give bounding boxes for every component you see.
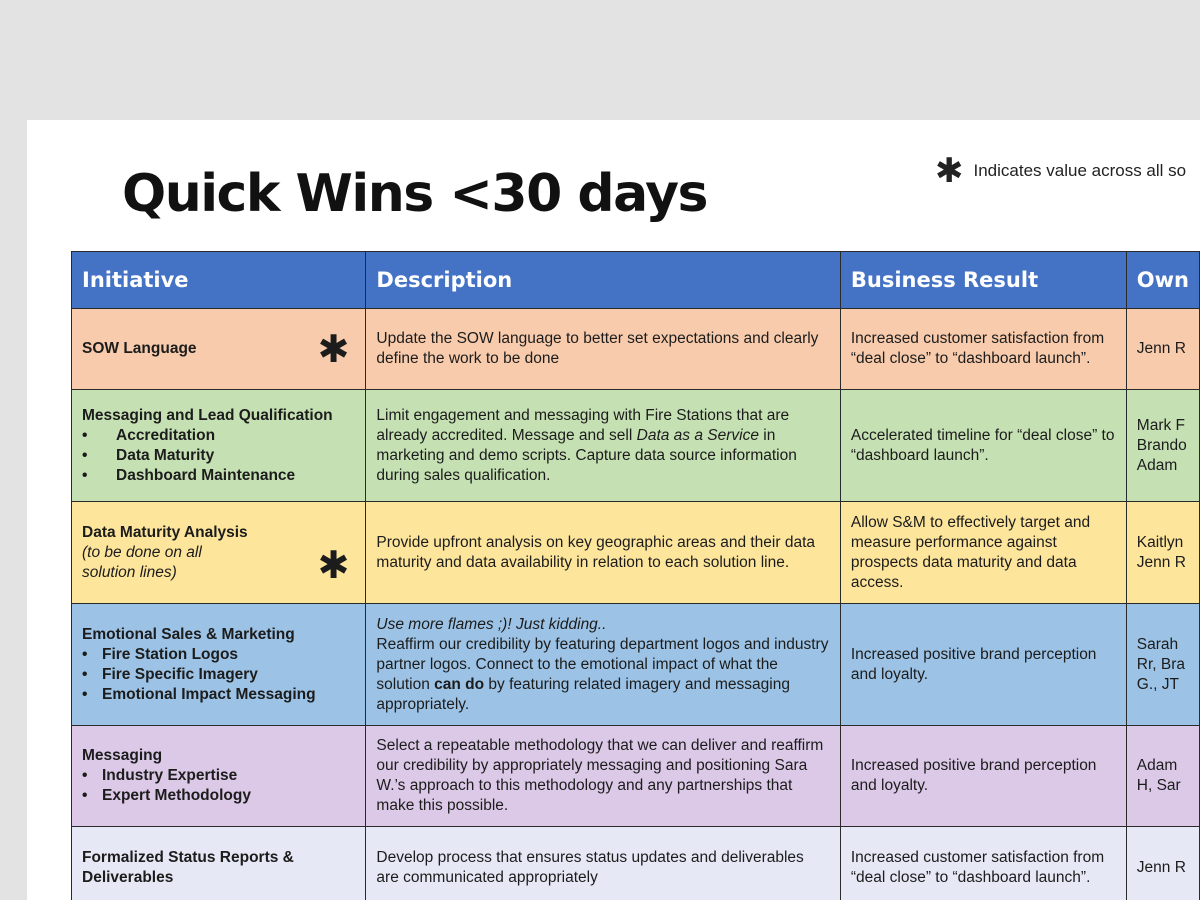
owner-cell [1126,502,1199,604]
initiative-name: Messaging and Lead Qualification [82,406,333,424]
column-header-initiative: Initiative [72,252,366,309]
owner-name: G., JT [1136,675,1179,693]
result-cell [840,726,1126,827]
owner-name: Sarah [1136,635,1179,653]
description-cell [366,309,840,390]
description-cell [366,726,840,827]
owner-name: Kaitlyn [1136,533,1184,551]
quick-wins-table [71,251,1200,900]
description-text: Reaffirm our credibility by featuring department logos and industry partner logos. Connect to the emotional impact of what the solution can do by featuring related imagery and messaging appropriately. [376,635,829,713]
owner-cell [1126,726,1199,827]
owner-name: Brando [1136,436,1187,454]
owner-cell [1126,604,1199,726]
table-row [72,604,1200,726]
table-row [72,502,1200,604]
owner-cell [1126,390,1199,502]
result-cell [840,827,1126,900]
owner-name: Jenn R [1136,553,1186,571]
description-text: Develop process that ensures status updates and deliverables are communicated appropriately [376,848,804,886]
result-cell [840,390,1126,502]
owner-cell [1126,827,1199,900]
result-cell [840,604,1126,726]
bullet-item: • Data Maturity [82,446,215,464]
owner-name: Mark F [1136,416,1185,434]
owner-name: Jenn R [1136,340,1186,357]
description-text: Select a repeatable methodology that we can deliver and reaffirm our credibility by appropriately messaging and positioning Sara W.’s approach to this methodology and any partnerships that make this possible. [376,737,824,814]
initiative-name: SOW Language [82,340,197,357]
bullet-item: • Dashboard Maintenance [82,466,296,484]
bullet-item: • Emotional Impact Messaging [82,685,316,703]
result-text: Accelerated timeline for “deal close” to “dashboard launch”. [850,426,1115,464]
result-cell [840,502,1126,604]
asterisk-icon: ✱ [317,327,350,371]
bullet-item: • Expert Methodology [82,787,251,804]
owner-name: Rr, Bra [1136,655,1186,673]
column-header-description: Description [366,252,840,309]
initiative-name: Formalized Status Reports & Deliverables [82,848,294,886]
result-text: Increased positive brand perception and loyalty. [850,757,1097,794]
description-text: Limit engagement and messaging with Fire Stations that are already accredited. Message and sell Data as a Service in marketing and demo scripts. Capture data source information during sales qualification. [376,406,797,484]
description-cell [366,390,840,502]
owner-name: Jenn R [1136,858,1186,876]
table-row [72,827,1200,900]
description-text: Update the SOW language to better set expectations and clearly define the work to be done [376,330,819,367]
bullet-item: • Accreditation [82,426,216,444]
legend-text: Indicates value across all so [973,161,1187,180]
initiative-bullets [82,426,355,486]
result-cell [840,309,1126,390]
description-lead: Use more flames ;)! Just kidding.. [376,615,607,633]
description-cell [366,502,840,604]
initiative-cell [72,827,366,900]
description-cell [366,604,840,726]
bullet-item: • Fire Specific Imagery [82,665,258,683]
owner-name: Adam [1136,456,1178,474]
initiative-name: Emotional Sales & Marketing [82,625,295,643]
initiative-cell [72,502,366,604]
description-text: Provide upfront analysis on key geographic areas and their data maturity and data availability in relation to each solution line. [376,533,816,571]
initiative-name: Data Maturity Analysis [82,523,248,541]
result-text: Increased customer satisfaction from “deal close” to “dashboard launch”. [850,848,1105,886]
owner-name: H, Sar [1136,777,1181,794]
page-title: Quick Wins <30 days [122,164,707,224]
table-row [72,390,1200,502]
initiative-bullets [82,766,355,806]
initiative-name: Messaging [82,747,163,764]
asterisk-icon: ✱ [935,151,964,191]
table-row [72,726,1200,827]
initiative-subtitle: (to be done on all solution lines) [82,543,202,581]
table-header-row [72,252,1200,309]
column-header-owner: Own [1126,252,1199,309]
bullet-item: • Fire Station Logos [82,645,239,663]
description-cell [366,827,840,900]
column-header-business-result: Business Result [840,252,1126,309]
result-text: Allow S&M to effectively target and measure performance against prospects data maturity and data access. [850,513,1091,591]
initiative-cell [72,390,366,502]
initiative-bullets [82,645,355,705]
initiative-cell [72,726,366,827]
initiative-cell [72,309,366,390]
result-text: Increased customer satisfaction from “deal close” to “dashboard launch”. [850,330,1105,367]
initiative-cell [72,604,366,726]
table-row [72,309,1200,390]
legend [935,151,1187,191]
result-text: Increased positive brand perception and loyalty. [850,645,1097,683]
owner-name: Adam [1136,757,1178,774]
slide [27,120,1200,900]
bullet-item: • Industry Expertise [82,767,238,784]
asterisk-icon: ✱ [317,542,350,587]
owner-cell [1126,309,1199,390]
